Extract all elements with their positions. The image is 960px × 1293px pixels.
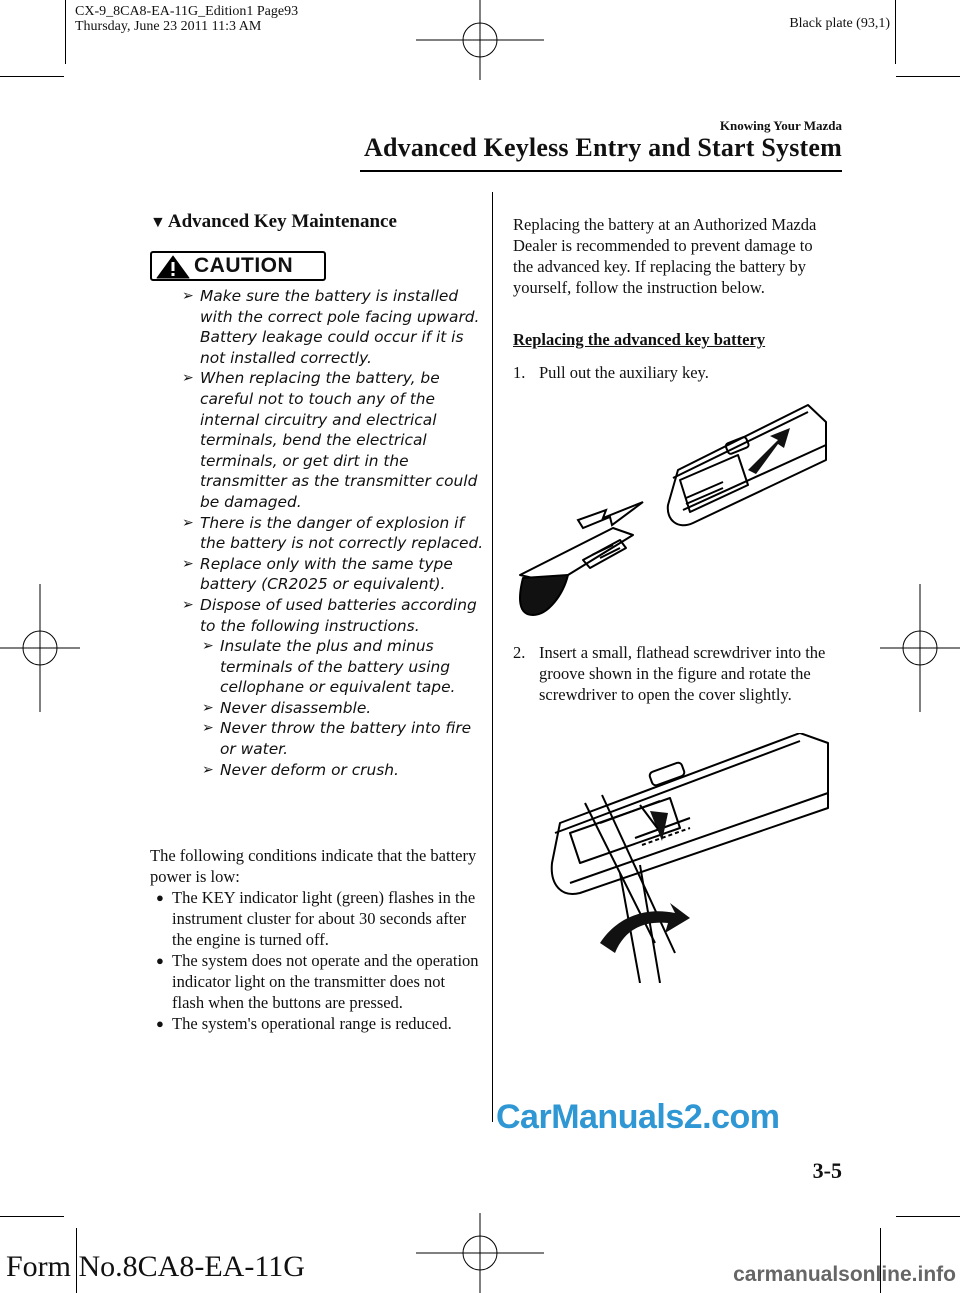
print-info-file: CX-9_8CA8-EA-11G_Edition1 Page93 — [75, 4, 299, 19]
crop-mark — [896, 1216, 960, 1217]
step-number: 1. — [513, 363, 526, 382]
procedure-step — [513, 362, 833, 383]
arrow-bullet-icon: ➢ — [182, 555, 194, 572]
bullet-icon: ● — [156, 1016, 164, 1031]
watermark: CarManuals2.com — [496, 1098, 780, 1136]
step-text: Insert a small, flathead screwdriver into the groove shown in the figure and rotate the screwdriver to open the cover slightly. — [539, 643, 826, 704]
page-title: Advanced Keyless Entry and Start System — [364, 133, 842, 162]
caution-subitem: ➢ Never throw the battery into fire or water. — [202, 719, 472, 759]
low-battery-section — [150, 845, 480, 1034]
form-number: Form No.8CA8-EA-11G — [6, 1250, 305, 1283]
arrow-bullet-icon: ➢ — [182, 596, 194, 613]
page-number: 3-5 — [812, 1158, 842, 1183]
chapter-title: Knowing Your Mazda — [719, 118, 842, 133]
low-battery-item: ● The system does not operate and the operation indicator light on the transmitter does not flash when the buttons are pressed. — [156, 951, 479, 1012]
low-battery-item: ● The KEY indicator light (green) flashes in the instrument cluster for about 30 seconds after the engine is turned off. — [156, 888, 476, 949]
arrow-bullet-icon: ➢ — [182, 288, 194, 304]
auxiliary-key-figure — [508, 400, 833, 625]
caution-item: ➢ There is the danger of explosion if the battery is not correctly replaced. — [182, 513, 484, 553]
caution-item: ➢ When replacing the battery, be careful not to touch any of the internal circuitry and electrical terminals, bend the electrical terminals, or get dirt in the transmitter as the transmitter could be damaged. — [182, 369, 478, 511]
registration-mark-top — [416, 0, 544, 80]
arrow-bullet-icon: ➢ — [182, 514, 194, 531]
bullet-icon: ● — [156, 953, 164, 968]
bullet-icon: ● — [156, 890, 164, 905]
caution-item: ➢ Make sure the battery is installed with the correct pole facing upward. Battery leakage could occur if it is not installed correctly. — [182, 287, 480, 367]
crop-mark — [65, 0, 66, 64]
procedure-step — [513, 642, 838, 705]
replacement-intro: Replacing the battery at an Authorized Mazda Dealer is recommended to prevent damage to the advanced key. If replacing the battery by yourself, follow the instruction below. — [513, 215, 817, 297]
crop-mark — [896, 76, 960, 77]
registration-mark-right — [880, 584, 960, 712]
arrow-bullet-icon: ➢ — [202, 638, 214, 655]
print-info — [75, 4, 298, 34]
crop-mark — [0, 76, 64, 77]
step-number: 2. — [513, 643, 526, 662]
procedure-heading: Replacing the advanced key battery — [513, 330, 766, 349]
caution-badge — [150, 251, 326, 281]
caution-item: ➢ Replace only with the same type battery (CR2025 or equivalent). — [182, 554, 453, 594]
title-rule — [360, 170, 842, 172]
arrow-bullet-icon: ➢ — [202, 699, 214, 716]
step-text: Pull out the auxiliary key. — [539, 363, 709, 382]
site-watermark: carmanualsonline.info — [733, 1263, 956, 1286]
section-heading — [150, 211, 397, 233]
triangle-marker-icon: ▼ — [150, 214, 166, 231]
registration-mark-bottom — [416, 1213, 544, 1293]
warning-icon — [156, 255, 190, 279]
caution-list — [182, 286, 484, 780]
caution-subitem: ➢ Never disassemble. — [202, 698, 372, 717]
print-info-date: Thursday, June 23 2011 11:3 AM — [75, 19, 262, 34]
arrow-bullet-icon: ➢ — [202, 720, 214, 737]
arrow-bullet-icon: ➢ — [202, 761, 214, 778]
low-battery-intro: The following conditions indicate that the battery power is low: — [150, 846, 477, 886]
crop-mark — [895, 0, 896, 64]
caution-subitem: ➢ Insulate the plus and minus terminals of the battery using cellophane or equivalent tape. — [202, 637, 456, 697]
section-heading-text: Advanced Key Maintenance — [167, 211, 397, 232]
caution-label: CAUTION — [194, 254, 294, 277]
caution-subitem: ➢ Never deform or crush. — [202, 760, 399, 779]
plate-label: Black plate (93,1) — [789, 16, 890, 31]
registration-mark-left — [0, 584, 80, 712]
column-divider — [492, 192, 493, 1122]
caution-item: ➢ Dispose of used batteries according to the following instructions. — [182, 595, 477, 635]
low-battery-item: ● The system's operational range is reduced. — [156, 1014, 452, 1033]
crop-mark — [0, 1216, 64, 1217]
screwdriver-figure — [540, 733, 830, 983]
arrow-bullet-icon: ➢ — [182, 370, 194, 387]
